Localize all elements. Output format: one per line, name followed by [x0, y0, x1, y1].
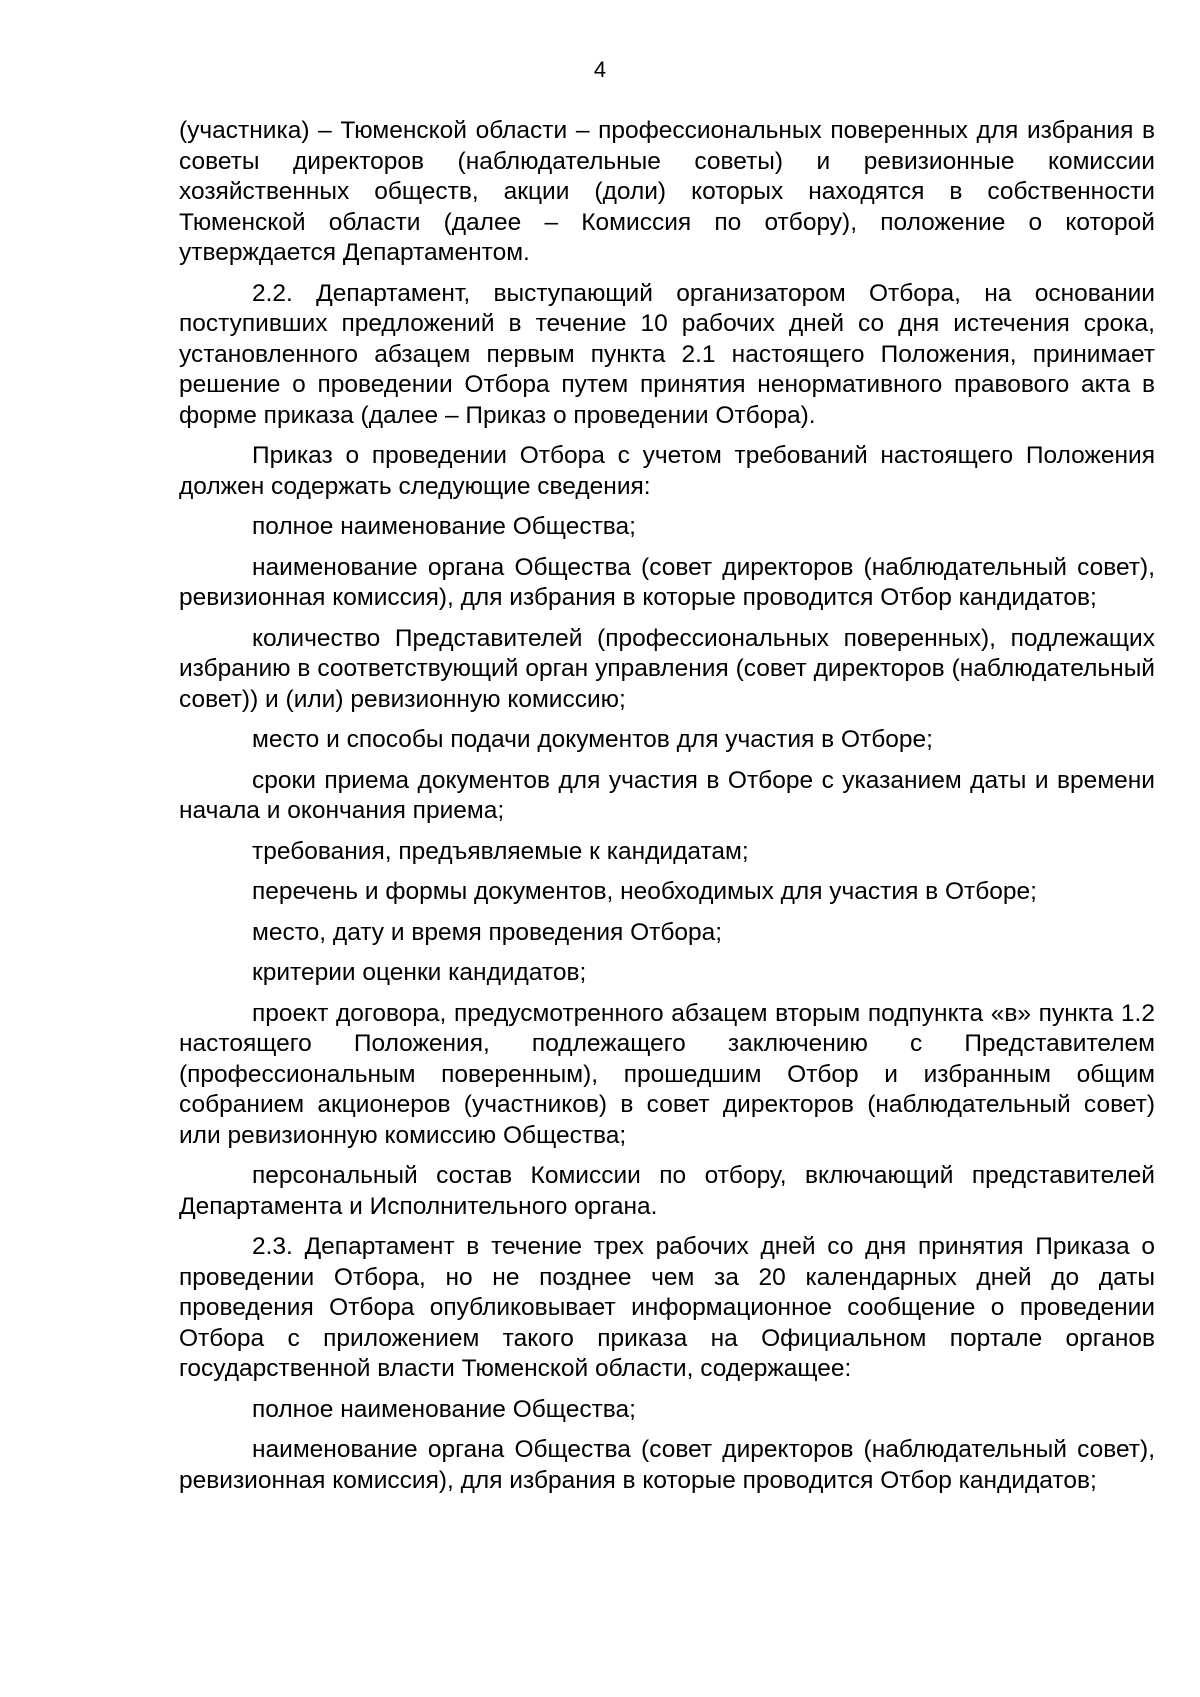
list-item-company-body-2: наименование органа Общества (совет директоров (наблюдательный совет), ревизионная комиссия), для избрания в которые проводится Отбор кандидатов; — [179, 1436, 1155, 1494]
paragraph-order-contents: Приказ о проведении Отбора с учетом требований настоящего Положения должен содержать следующие сведения: — [179, 442, 1155, 500]
list-item-evaluation-criteria: критерии оценки кандидатов; — [252, 959, 587, 986]
list-item-draft-contract: проект договора, предусмотренного абзацем вторым подпункта «в» пункта 1.2 настоящего Положения, подлежащего заключению с Представителем (профессиональным поверенным), прошедшим Отбор и избранным общим собранием акционеров (участников) в совет директоров (наблюдательный совет) или ревизионную комиссию Общества; — [179, 999, 1155, 1149]
list-item-submission-dates: сроки приема документов для участия в Отборе с указанием даты и времени начала и окончания приема; — [179, 766, 1155, 824]
list-item-documents-list: перечень и формы документов, необходимых для участия в Отборе; — [252, 878, 1037, 905]
list-item-selection-place-date: место, дату и время проведения Отбора; — [252, 918, 723, 946]
list-item-candidate-requirements: требования, предъявляемые к кандидатам; — [252, 837, 749, 865]
paragraph-2-2: 2.2. Департамент, выступающий организатором Отбора, на основании поступивших предложений в течение 10 рабочих дней со дня истечения срока, установленного абзацем первым пункта 2.1 настоящего Положения, принимает решение о проведении Отбора путем принятия ненормативного правового акта в форме приказа (далее – Приказ о проведении Отбора). — [179, 279, 1155, 429]
document-body — [179, 116, 1155, 1506]
paragraph-continuation: (участника) – Тюменской области – профессиональных поверенных для избрания в советы директоров (наблюдательные советы) и ревизионные комиссии хозяйственных обществ, акции (доли) которых находятся в собственности Тюменской области (далее – Комиссия по отбору), положение о которой утверждается Департаментом. — [179, 117, 1155, 266]
list-item-submission-place: место и способы подачи документов для участия в Отборе; — [252, 726, 933, 753]
list-item-commission-composition: персональный состав Комиссии по отбору, включающий представителей Департамента и Исполнительного органа. — [179, 1162, 1155, 1220]
page-number: 4 — [593, 57, 607, 82]
list-item-representatives-count: количество Представителей (профессиональных поверенных), подлежащих избранию в соответствующий орган управления (совет директоров (наблюдательный совет)) и (или) ревизионную комиссию; — [179, 624, 1155, 713]
list-item-company-body: наименование органа Общества (совет директоров (наблюдательный совет), ревизионная комиссия), для избрания в которые проводится Отбор кандидатов; — [179, 553, 1155, 611]
list-item-company-name-2: полное наименование Общества; — [252, 1395, 636, 1423]
list-item-company-name: полное наименование Общества; — [252, 513, 636, 540]
paragraph-2-3: 2.3. Департамент в течение трех рабочих дней со дня принятия Приказа о проведении Отбора, но не позднее чем за 20 календарных дней до даты проведения Отбора опубликовывает информационное сообщение о проведении Отбора с приложением такого приказа на Официальном портале органов государственной власти Тюменской области, содержащее: — [179, 1233, 1155, 1382]
